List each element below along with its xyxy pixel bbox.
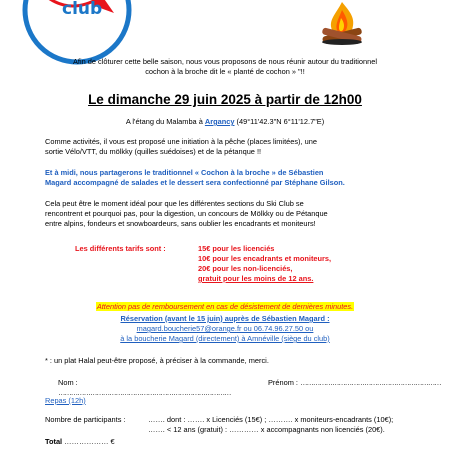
warning-text: Attention pas de remboursement en cas de désistement de dernières minutes.: [96, 302, 354, 311]
activities-paragraph: [45, 137, 445, 157]
campfire-icon: [312, 0, 372, 46]
logo-text: club: [62, 0, 103, 19]
participants-label: Nombre de participants :: [45, 415, 126, 424]
nom-dots: ………………………………………………………………………: [58, 388, 231, 397]
participants-line-2: ……. < 12 ans (gratuit) : ………… x accompagnants non licenciés (20€).: [148, 425, 385, 434]
activities-line-1: Comme activités, il vous est proposé une initiation à la pêche (places limitées), une: [45, 137, 317, 146]
intro-line-2: cochon à la broche dit le « planté de cochon » "!!: [145, 67, 305, 76]
lunch-line-1: Et à midi, nous partagerons le traditionnel « Cochon à la broche » de Sébastien: [45, 168, 324, 177]
lunch-line-2: Magard accompagné de salades et le dessert sera confectionné par Stéphane Gilson.: [45, 178, 345, 187]
tarif-item: 15€ pour les licenciés: [198, 244, 275, 253]
prenom-dots: …………………………………………………………: [300, 378, 441, 387]
total-value: ……………… €: [62, 437, 115, 446]
lunch-paragraph: [45, 168, 445, 188]
tarif-item: [198, 274, 428, 284]
nom-field[interactable]: [58, 378, 248, 398]
participants-line-1: ……. dont : ……. x Licenciés (15€) ; ………. x moniteurs-encadrants (10€);: [148, 415, 394, 424]
repas-heading: Repas (12h): [45, 396, 86, 405]
tarifs-list: [198, 244, 428, 284]
location-town-link[interactable]: Argancy: [204, 117, 235, 126]
nom-label: Nom :: [58, 378, 78, 387]
club-logo: [22, 0, 132, 65]
moment-line-1: Cela peut être le moment idéal pour que les différentes sections du Ski Club se: [45, 199, 304, 208]
location-prefix: A l'étang du Malamba à: [125, 117, 205, 126]
reservation-shop: à la boucherie Magard (directement) à Amnéville (siège du club): [120, 334, 330, 343]
prenom-label: Prénom :: [268, 378, 298, 387]
tarifs-label: Les différents tarifs sont :: [75, 244, 166, 253]
reservation-title: Réservation (avant le 15 juin) auprès de Sébastien Magard :: [120, 314, 330, 323]
moment-paragraph: [45, 199, 445, 229]
tarif-item: 20€ pour les non-licenciés,: [198, 264, 293, 273]
intro-line-1: Afin de clôturer cette belle saison, nous vous proposons de nous réunir autour du traditionnel: [72, 57, 378, 66]
total-label: Total: [45, 437, 63, 446]
event-location: [0, 117, 450, 127]
reservation-phone: ou 06.74.96.27.50 ou: [241, 324, 314, 333]
intro-paragraph: [10, 57, 440, 77]
reservation-block: [0, 314, 450, 344]
reservation-email-link[interactable]: magard.boucherie57@orange.fr: [136, 324, 242, 333]
event-date-title: [0, 92, 450, 108]
warning-line: [0, 296, 450, 314]
moment-line-3: entre alpins, fondeurs et snowboardeurs, sans oublier les encadrants et moniteurs!: [45, 219, 316, 228]
tarif-item-gratuit: gratuit pour les moins de 12 ans.: [198, 274, 314, 283]
participants-fields[interactable]: [148, 415, 448, 435]
moment-line-2: rencontrent et pourquoi pas, pour la digestion, un concours de Mölkky ou de Pétanque: [45, 209, 328, 218]
prenom-field[interactable]: [268, 378, 443, 388]
halal-note: * : un plat Halal peut-être proposé, à préciser à la commande, merci.: [45, 356, 269, 365]
activities-line-2: sortie Vélo/VTT, du mölkky (quilles suédoises) et de la pétanque !!: [45, 147, 262, 156]
tarif-item: 10€ pour les encadrants et moniteurs,: [198, 254, 332, 263]
date-title-text: Le dimanche 29 juin 2025 à partir de 12h00: [88, 92, 362, 107]
location-coords: (49°11'42.3"N 6°11'12.7"E): [234, 117, 325, 126]
total-field[interactable]: [45, 437, 115, 447]
